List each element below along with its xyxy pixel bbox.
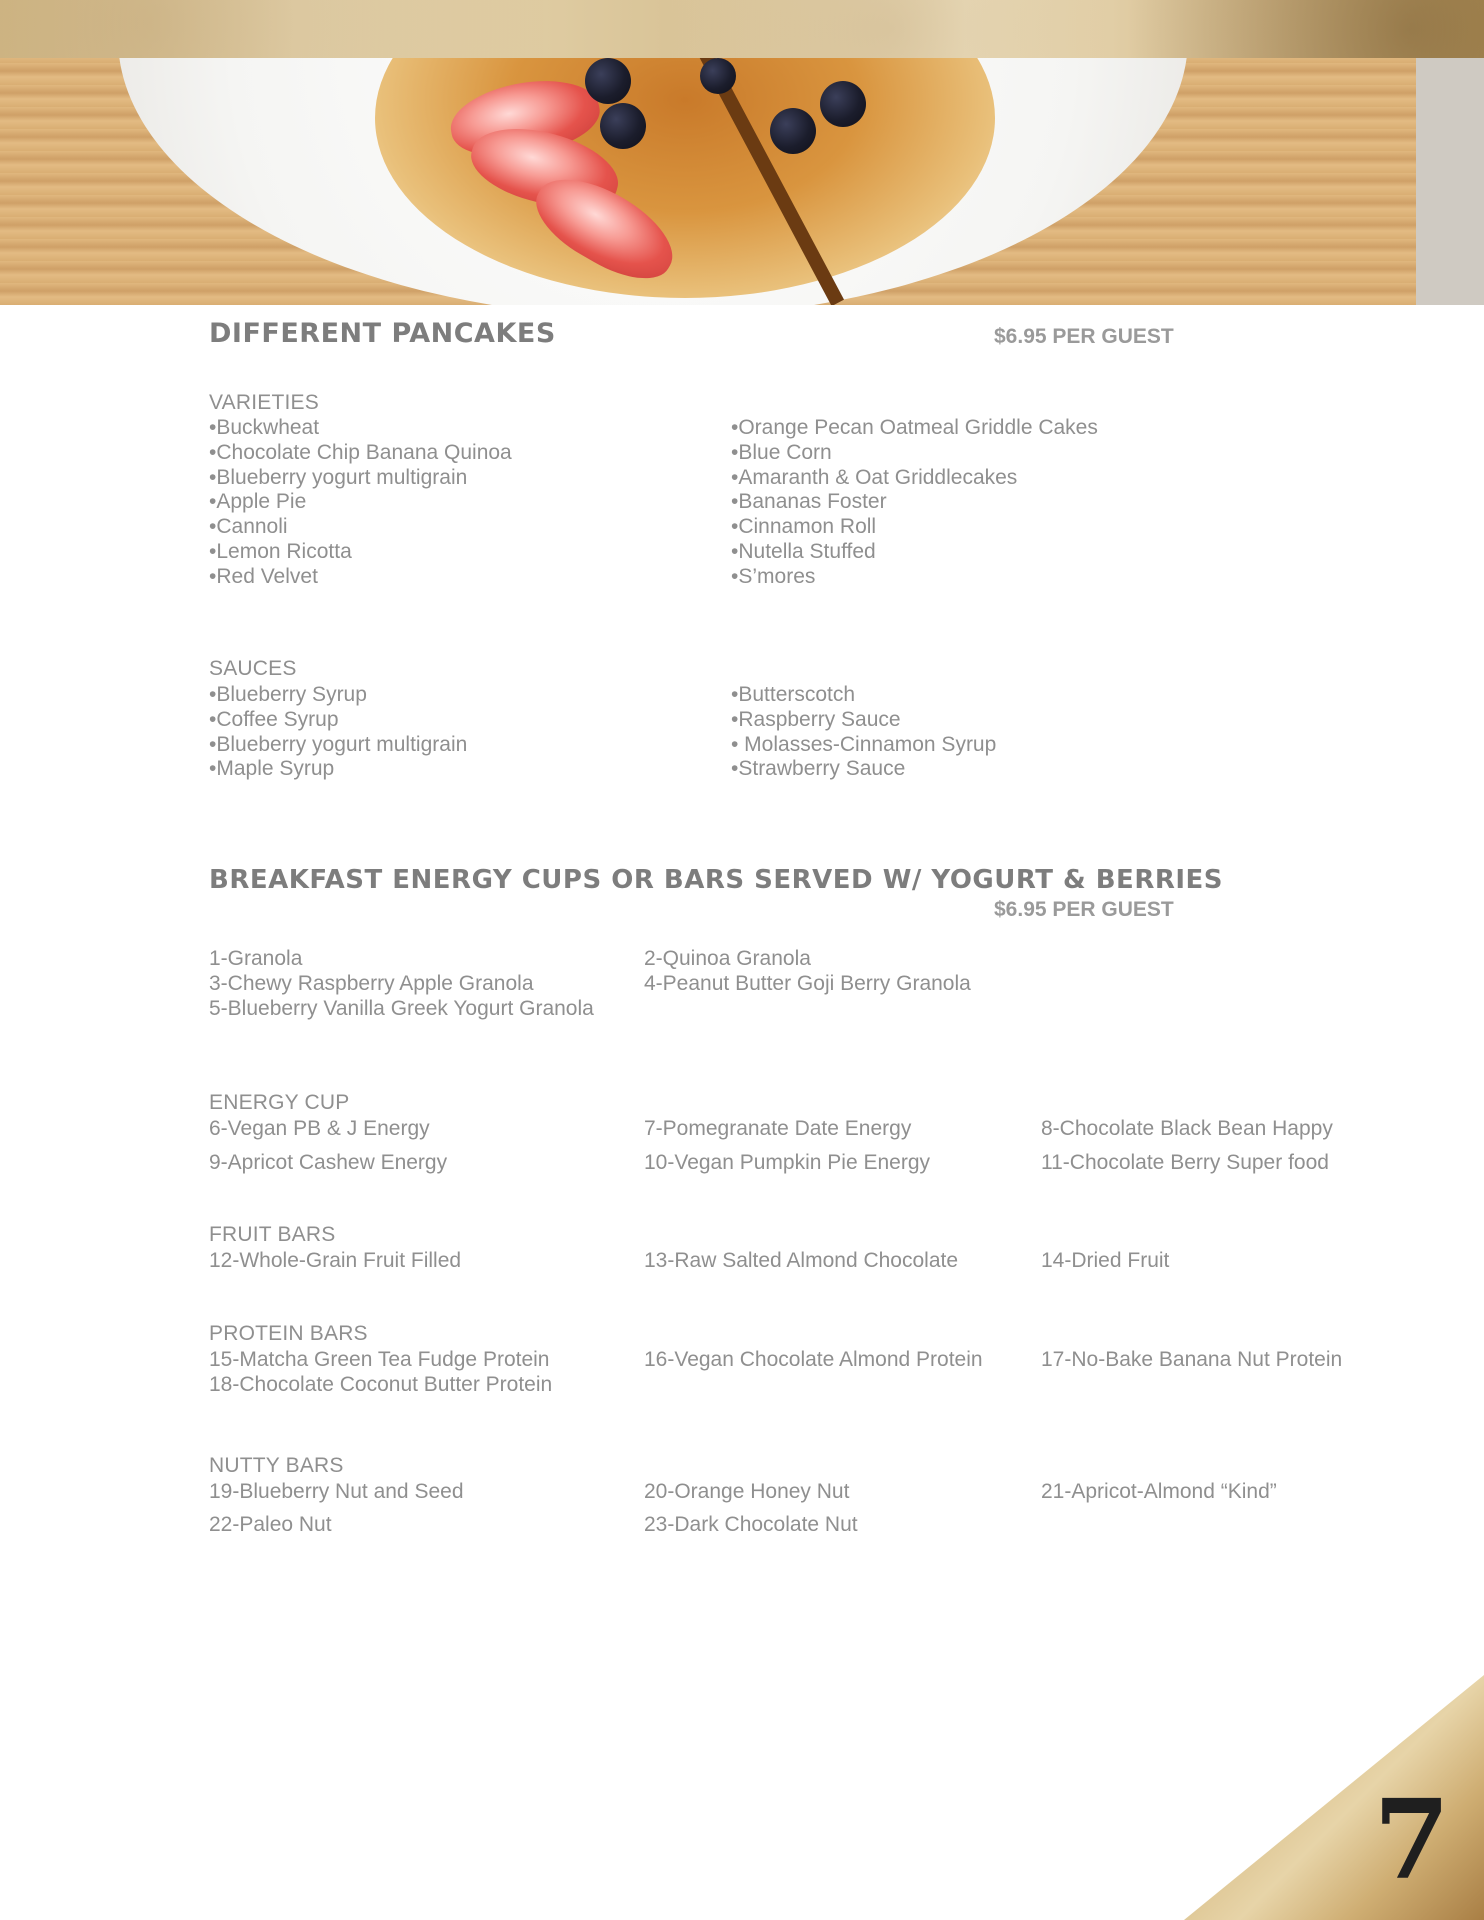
protein-bar-item: 18-Chocolate Coconut Butter Protein	[209, 1373, 553, 1396]
list-item: •Raspberry Sauce	[731, 707, 901, 731]
nutty-bar-item: 23-Dark Chocolate Nut	[644, 1513, 858, 1536]
parchment-banner	[0, 0, 1484, 58]
granola-item: 3-Chewy Raspberry Apple Granola	[209, 972, 534, 995]
nutty-bar-item: 20-Orange Honey Nut	[644, 1480, 850, 1503]
protein-bars-label: PROTEIN BARS	[209, 1322, 368, 1345]
varieties-right-list	[731, 416, 1098, 590]
fruit-bar-item: 13-Raw Salted Almond Chocolate	[644, 1249, 959, 1272]
energy-cup-item: 7-Pomegranate Date Energy	[644, 1117, 912, 1140]
protein-bar-item: 15-Matcha Green Tea Fudge Protein	[209, 1348, 550, 1371]
nutty-bar-item: 19-Blueberry Nut and Seed	[209, 1480, 464, 1503]
energy-title: BREAKFAST ENERGY CUPS OR BARS SERVED W/ YOGURT & BERRIES	[209, 865, 1224, 895]
pancakes-title: DIFFERENT PANCAKES	[209, 318, 556, 349]
list-item: •Amaranth & Oat Griddlecakes	[731, 465, 1018, 489]
sauces-label: SAUCES	[209, 657, 297, 680]
protein-bar-item: 16-Vegan Chocolate Almond Protein	[644, 1348, 983, 1371]
nutty-bars-label: NUTTY BARS	[209, 1454, 344, 1477]
list-item: •Lemon Ricotta	[209, 539, 352, 563]
energy-cup-label: ENERGY CUP	[209, 1091, 350, 1114]
energy-cup-item: 6-Vegan PB & J Energy	[209, 1117, 430, 1140]
list-item: •Buckwheat	[209, 416, 320, 439]
energy-cup-item: 8-Chocolate Black Bean Happy	[1041, 1117, 1333, 1140]
page-number: 7	[1373, 1775, 1450, 1904]
granola-item: 1-Granola	[209, 947, 303, 970]
list-item: •Strawberry Sauce	[731, 757, 906, 781]
list-item: •Butterscotch	[731, 683, 856, 706]
nutty-bar-item: 22-Paleo Nut	[209, 1513, 332, 1536]
granola-item: 4-Peanut Butter Goji Berry Granola	[644, 972, 971, 995]
list-item: •Apple Pie	[209, 490, 307, 514]
pancakes-price: $6.95 PER GUEST	[994, 325, 1174, 348]
blueberry-graphic	[700, 58, 736, 94]
blueberry-graphic	[585, 58, 631, 104]
energy-cup-item: 11-Chocolate Berry Super food	[1041, 1151, 1329, 1174]
protein-bar-item: 17-No-Bake Banana Nut Protein	[1041, 1348, 1343, 1371]
list-item: •Blueberry yogurt multigrain	[209, 732, 468, 756]
granola-item: 5-Blueberry Vanilla Greek Yogurt Granola	[209, 997, 594, 1020]
varieties-label: VARIETIES	[209, 391, 319, 414]
list-item: •Maple Syrup	[209, 757, 335, 781]
list-item: •Nutella Stuffed	[731, 539, 876, 563]
sauces-left-list	[209, 683, 467, 782]
blueberry-graphic	[820, 81, 866, 127]
granola-item: 2-Quinoa Granola	[644, 947, 811, 970]
list-item: •Chocolate Chip Banana Quinoa	[209, 440, 512, 464]
list-item: •S’mores	[731, 564, 816, 588]
fruit-bar-item: 12-Whole-Grain Fruit Filled	[209, 1249, 462, 1272]
background-strip	[1416, 58, 1484, 305]
blueberry-graphic	[770, 108, 816, 154]
list-item: •Red Velvet	[209, 564, 318, 588]
fruit-bar-item: 14-Dried Fruit	[1041, 1249, 1170, 1272]
energy-cup-item: 9-Apricot Cashew Energy	[209, 1151, 448, 1174]
list-item: • Molasses-Cinnamon Syrup	[731, 732, 997, 756]
list-item: •Blue Corn	[731, 440, 832, 464]
list-item: •Blueberry yogurt multigrain	[209, 465, 468, 489]
blueberry-graphic	[600, 103, 646, 149]
pancake-photo	[0, 58, 1484, 305]
fruit-bars-label: FRUIT BARS	[209, 1223, 336, 1246]
energy-cup-item: 10-Vegan Pumpkin Pie Energy	[644, 1151, 931, 1174]
list-item: •Orange Pecan Oatmeal Griddle Cakes	[731, 416, 1098, 439]
sauces-right-list	[731, 683, 996, 782]
list-item: •Coffee Syrup	[209, 707, 339, 731]
list-item: •Bananas Foster	[731, 490, 887, 514]
nutty-bar-item: 21-Apricot-Almond “Kind”	[1041, 1480, 1277, 1503]
energy-price: $6.95 PER GUEST	[994, 898, 1174, 921]
list-item: •Cannoli	[209, 515, 288, 539]
list-item: •Cinnamon Roll	[731, 515, 877, 539]
list-item: •Blueberry Syrup	[209, 683, 367, 706]
varieties-left-list	[209, 416, 512, 590]
